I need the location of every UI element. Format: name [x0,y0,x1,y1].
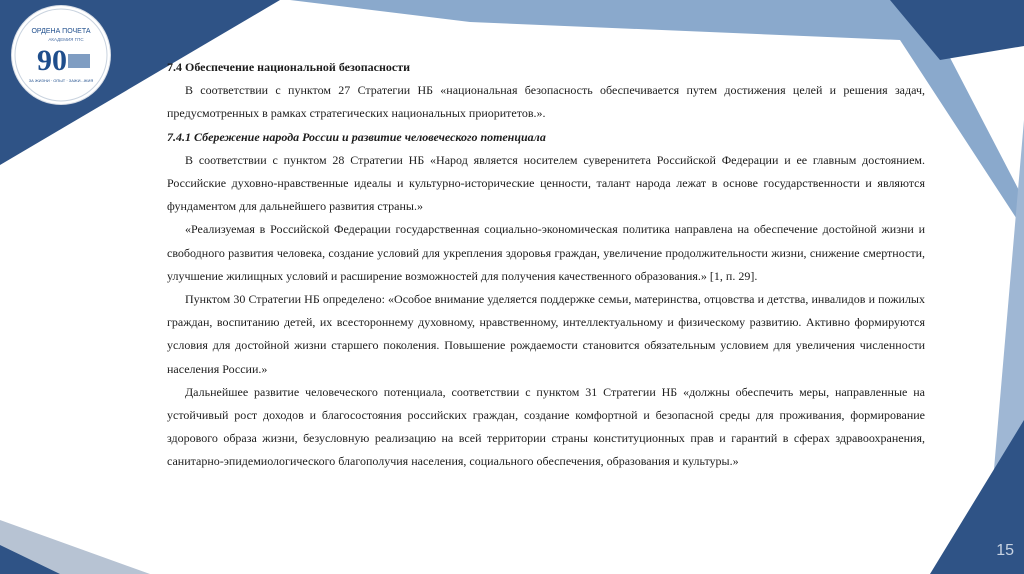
paragraph-2: В соответствии с пунктом 28 Стратегии НБ «Народ является носителем суверенитета Российской Федерации и ее главным достоянием. Российские духовно-нравственные идеалы и культурно-исторические ценности, талант народа лежат в основе государственности и являются фундаментом для дальнейшего развития страны.» [167,152,925,214]
paragraph-1: В соответствии с пунктом 27 Стратегии НБ «национальная безопасность обеспечивается путем достижения целей и решения задач, предусмотренных в рамках стратегических национальных приоритетов.». [167,83,925,121]
subsection-heading: 7.4.1 Сбережение народа России и развитие человеческого потенциала [167,129,546,144]
academy-logo [12,6,110,104]
page-number: 15 [996,542,1014,559]
paragraph-4: Пунктом 30 Стратегии НБ определено: «Особое внимание уделяется поддержке семьи, материнства, отцовства и детства, инвалидов и пожилых граждан, воспитанию детей, их всестороннему духовному, нравственному, интеллектуальному и физическому развитию. Активно формируются условия для достойной жизни старшего поколения. Повышение рождаемости становится обязательным условием для увеличения численности населения России.» [167,292,925,376]
paragraph-5: Дальнейшее развитие человеческого потенциала, соответствии с пунктом 31 Стратегии НБ «должны обеспечить меры, направленные на устойчивый рост доходов и благосостояния российских граждан, создание комфортной и безопасной среды для проживания, формирование здорового образа жизни, безусловную реализацию на всей территории страны конституционных прав и гарантий в сферах здравоохранения, санитарно-эпидемиологического благополучия населения, социального обеспечения, образования и культуры.» [167,384,925,469]
logo-top-text: ОРДЕНА ПОЧЕТА [31,28,91,35]
document-body [167,56,925,474]
logo-bottom-text: ЗА ЖИЗНИ · ОПЫТ · ЗАЖИ...ЖИЯ [28,78,94,83]
section-heading: 7.4 Обеспечение национальной безопасности [167,60,411,74]
logo-number: 90 [37,44,67,77]
paragraph-3: «Реализуемая в Российской Федерации государственная социально-экономическая политика направлена на обеспечение достойной жизни и свободного развития человека, создание условий для укрепления здоровья граждан, увеличение продолжительности жизни, снижение смертности, улучшение жилищных условий и расширение возможностей для получения качественного образования.» [1, п. 29]. [167,222,925,283]
logo-sub-text: АКАДЕМИЯ ГПС [48,37,84,42]
logo-emblem-icon [12,6,110,104]
